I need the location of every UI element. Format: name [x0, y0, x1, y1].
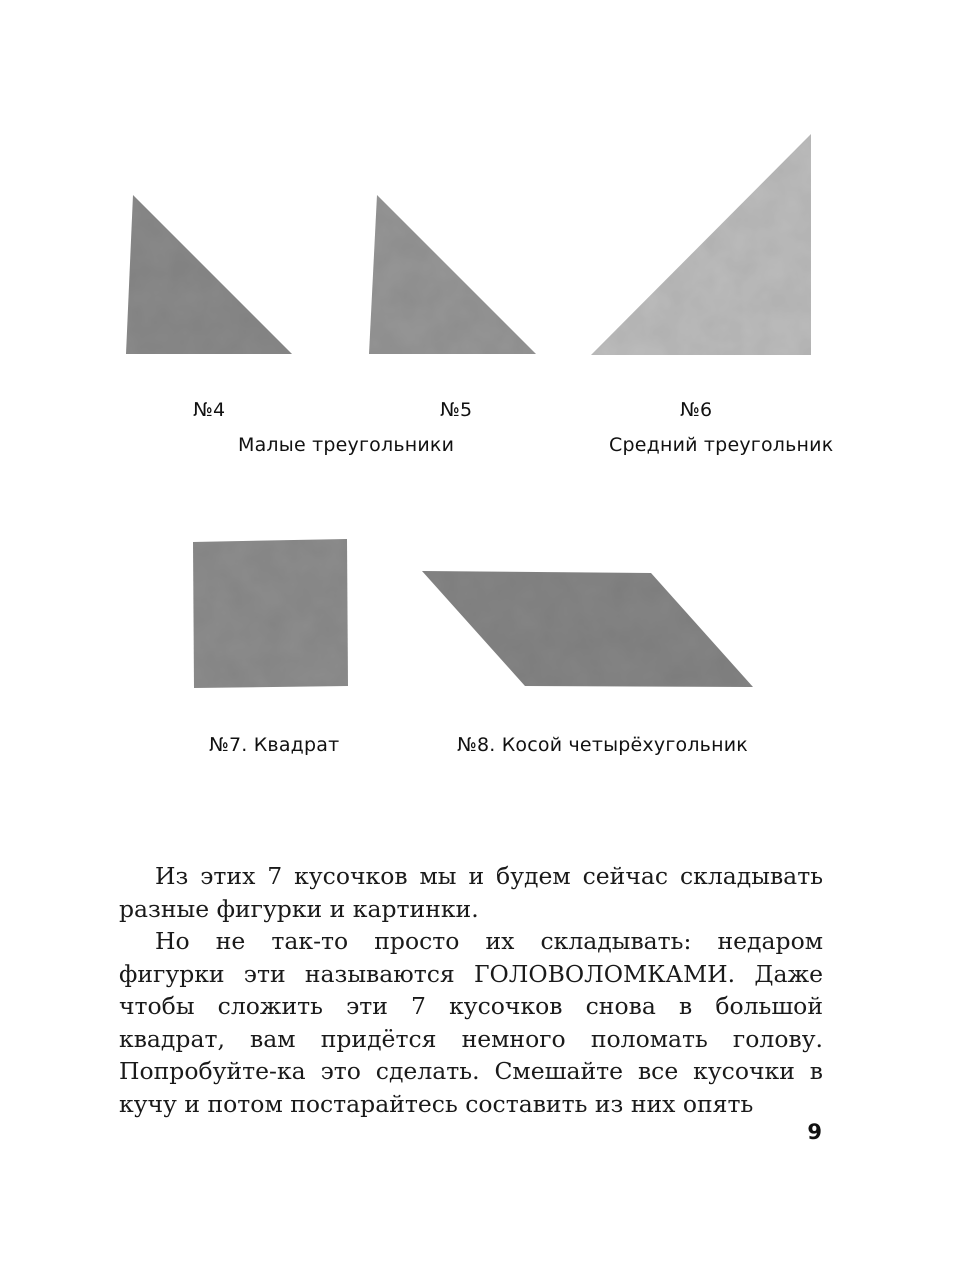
- paragraph: Но не так-то просто их складывать: недаром фигурки эти называются ГОЛОВОЛОМКАМИ. Даже чтобы сложить эти 7 кусочков снова в большой квадрат, вам придётся немного поломать голову. Попробуйте-ка это сделать. Смешайте все кусочки в кучу и потом постарайтесь составить из них опять: [119, 927, 823, 1118]
- piece-7-square: [193, 539, 348, 688]
- piece-4-small-triangle: [126, 195, 292, 354]
- piece-4-label: №4: [193, 399, 226, 421]
- small-triangles-caption: Малые треугольники: [238, 434, 455, 456]
- piece-8-parallelogram: [422, 571, 753, 687]
- piece-8-label: №8. Косой четырёхугольник: [457, 734, 748, 756]
- piece-5-label: №5: [440, 399, 473, 421]
- medium-triangle-caption: Средний треугольник: [609, 434, 834, 456]
- piece-5-small-triangle: [369, 195, 536, 354]
- paragraph: Из этих 7 кусочков мы и будем сейчас складывать разные фигурки и картинки.: [119, 862, 823, 923]
- page-number: 9: [807, 1120, 822, 1144]
- piece-7-label: №7. Квадрат: [209, 734, 340, 756]
- piece-6-label: №6: [680, 399, 713, 421]
- body-text: [119, 860, 823, 1120]
- piece-6-medium-triangle: [591, 134, 811, 355]
